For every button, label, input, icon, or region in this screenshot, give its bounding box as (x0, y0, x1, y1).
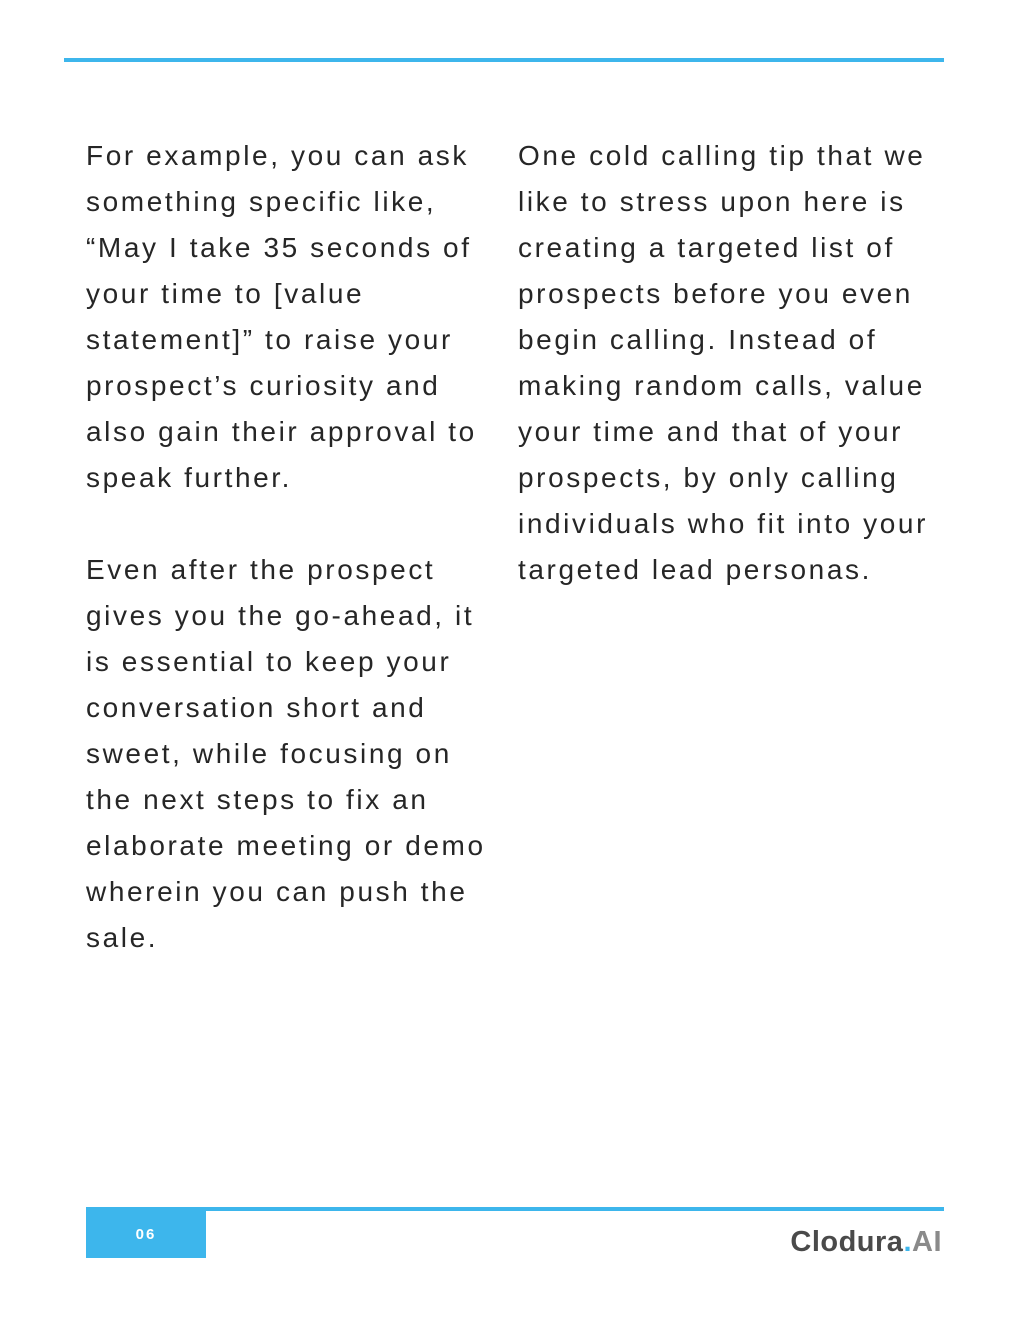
bottom-divider (86, 1207, 944, 1211)
left-text-column (86, 133, 486, 1007)
body-paragraph: For example, you can ask something specific like, “May I take 35 seconds of your time to [value statement]” to raise your prospect’s curiosity and also gain their approval to speak further. (86, 140, 477, 493)
body-paragraph: One cold calling tip that we like to stress upon here is creating a targeted list of prospects before you even begin calling. Instead of making random calls, value your time and that of your prospects, by only calling individuals who fit into your targeted lead personas. (518, 140, 929, 585)
body-paragraph: Even after the prospect gives you the go-ahead, it is essential to keep your conversation short and sweet, while focusing on the next steps to fix an elaborate meeting or demo wherein you can push the sale. (86, 554, 486, 953)
logo-suffix: AI (912, 1226, 942, 1258)
right-text-column (518, 133, 938, 639)
top-divider (64, 58, 944, 62)
brand-logo (760, 1222, 942, 1262)
logo-name: Clodura (790, 1226, 904, 1258)
logo-dot: . (903, 1226, 912, 1258)
page-number-badge: 06 (86, 1211, 206, 1258)
